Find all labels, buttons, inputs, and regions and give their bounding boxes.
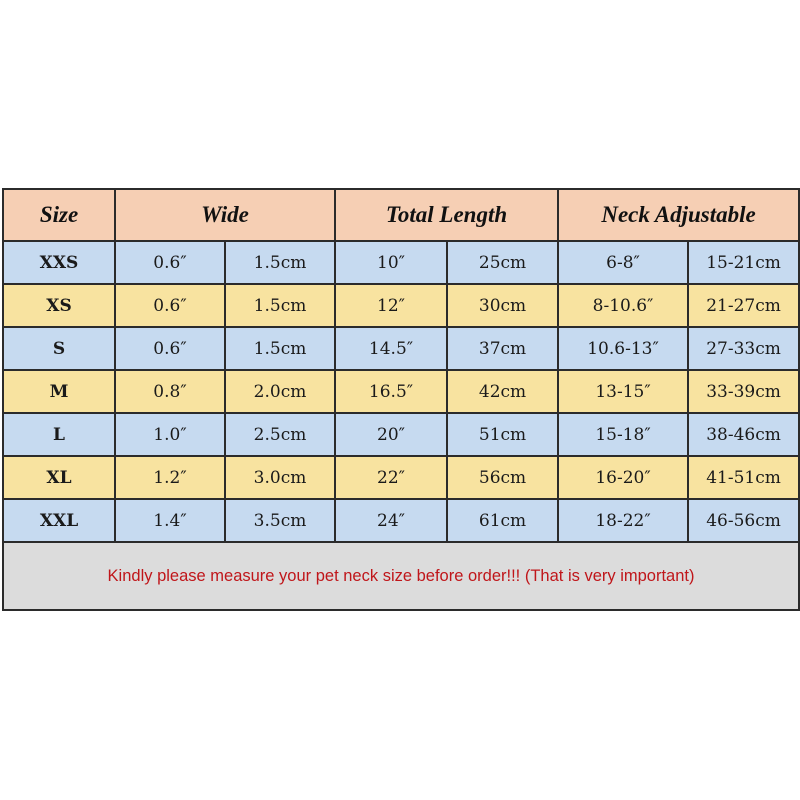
neck-inch-cell: 8-10.6″ [558, 284, 688, 327]
size-cell: XS [3, 284, 115, 327]
size-cell: XXL [3, 499, 115, 542]
header-neck-adjustable: Neck Adjustable [558, 189, 799, 241]
size-chart-table [2, 188, 800, 611]
length-inch-cell: 14.5″ [335, 327, 447, 370]
wide-inch-cell: 0.6″ [115, 284, 225, 327]
header-wide: Wide [115, 189, 335, 241]
note-row [3, 542, 799, 610]
length-cm-cell: 37cm [447, 327, 558, 370]
length-cm-cell: 25cm [447, 241, 558, 284]
length-cm-cell: 61cm [447, 499, 558, 542]
neck-cm-cell: 41-51cm [688, 456, 799, 499]
length-cm-cell: 42cm [447, 370, 558, 413]
size-cell: XXS [3, 241, 115, 284]
wide-inch-cell: 1.0″ [115, 413, 225, 456]
size-row [3, 241, 799, 284]
size-row [3, 499, 799, 542]
neck-inch-cell: 18-22″ [558, 499, 688, 542]
wide-cm-cell: 1.5cm [225, 284, 335, 327]
size-chart-body [3, 189, 799, 610]
size-cell: S [3, 327, 115, 370]
size-row [3, 413, 799, 456]
length-cm-cell: 30cm [447, 284, 558, 327]
header-row [3, 189, 799, 241]
wide-inch-cell: 1.2″ [115, 456, 225, 499]
length-inch-cell: 16.5″ [335, 370, 447, 413]
size-row [3, 456, 799, 499]
neck-inch-cell: 16-20″ [558, 456, 688, 499]
neck-cm-cell: 21-27cm [688, 284, 799, 327]
wide-cm-cell: 1.5cm [225, 241, 335, 284]
length-inch-cell: 10″ [335, 241, 447, 284]
size-cell: XL [3, 456, 115, 499]
wide-cm-cell: 3.5cm [225, 499, 335, 542]
length-cm-cell: 51cm [447, 413, 558, 456]
wide-inch-cell: 0.6″ [115, 327, 225, 370]
measurement-note: Kindly please measure your pet neck size before order!!! (That is very important) [3, 542, 799, 610]
wide-inch-cell: 1.4″ [115, 499, 225, 542]
wide-inch-cell: 0.8″ [115, 370, 225, 413]
neck-cm-cell: 27-33cm [688, 327, 799, 370]
neck-cm-cell: 33-39cm [688, 370, 799, 413]
length-inch-cell: 12″ [335, 284, 447, 327]
length-inch-cell: 22″ [335, 456, 447, 499]
neck-inch-cell: 10.6-13″ [558, 327, 688, 370]
neck-cm-cell: 15-21cm [688, 241, 799, 284]
wide-cm-cell: 1.5cm [225, 327, 335, 370]
neck-cm-cell: 46-56cm [688, 499, 799, 542]
wide-cm-cell: 2.5cm [225, 413, 335, 456]
wide-inch-cell: 0.6″ [115, 241, 225, 284]
size-cell: L [3, 413, 115, 456]
header-size: Size [3, 189, 115, 241]
header-total-length: Total Length [335, 189, 558, 241]
length-inch-cell: 20″ [335, 413, 447, 456]
neck-cm-cell: 38-46cm [688, 413, 799, 456]
neck-inch-cell: 15-18″ [558, 413, 688, 456]
size-cell: M [3, 370, 115, 413]
neck-inch-cell: 6-8″ [558, 241, 688, 284]
neck-inch-cell: 13-15″ [558, 370, 688, 413]
wide-cm-cell: 3.0cm [225, 456, 335, 499]
wide-cm-cell: 2.0cm [225, 370, 335, 413]
length-cm-cell: 56cm [447, 456, 558, 499]
length-inch-cell: 24″ [335, 499, 447, 542]
size-row [3, 327, 799, 370]
size-row [3, 370, 799, 413]
size-row [3, 284, 799, 327]
